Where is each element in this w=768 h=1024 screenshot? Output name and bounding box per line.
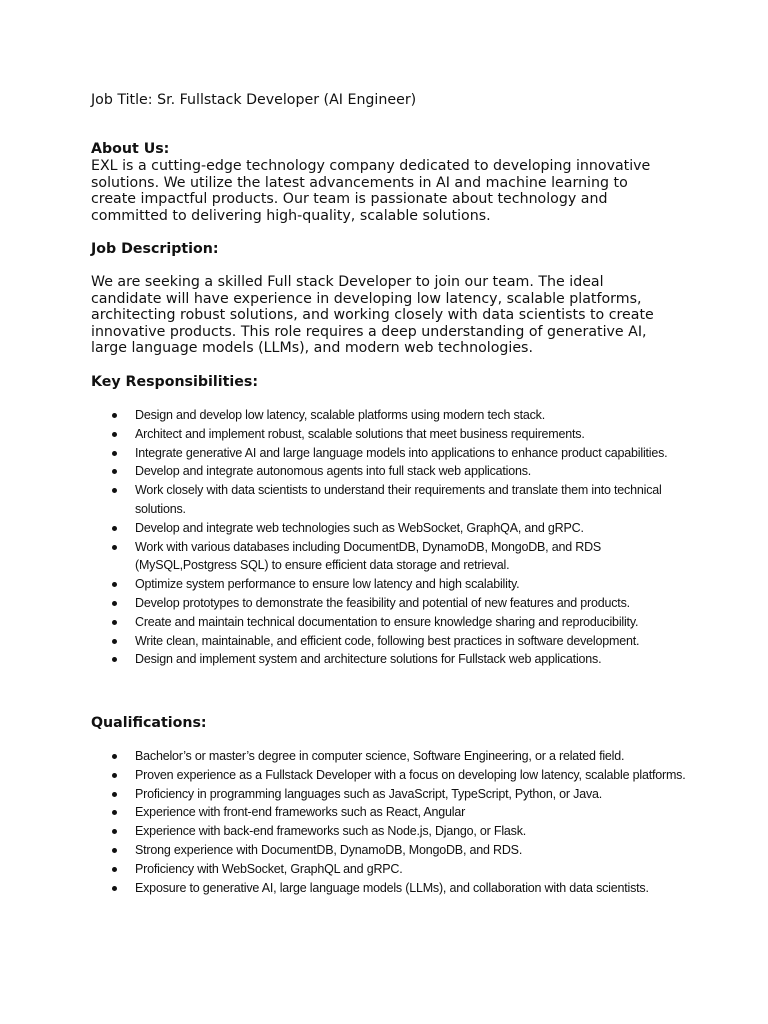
list-item: Proficiency with WebSocket, GraphQL and gRPC. bbox=[91, 860, 691, 879]
job-description-heading: Job Description: bbox=[91, 241, 219, 257]
responsibilities-list bbox=[91, 406, 691, 669]
list-item: Optimize system performance to ensure low latency and high scalability. bbox=[91, 575, 691, 594]
about-paragraph: EXL is a cutting-edge technology company dedicated to developing innovative solutions. We utilize the latest advancements in AI and machine learning to create impactful products. Our team is passionate about technology and committed to delivering high-quality, scalable solutions. bbox=[91, 158, 651, 224]
job-title: Job Title: Sr. Fullstack Developer (AI Engineer) bbox=[91, 92, 417, 108]
list-item: Design and implement system and architecture solutions for Fullstack web applications. bbox=[91, 650, 691, 669]
list-item: Proven experience as a Fullstack Developer with a focus on developing low latency, scalable platforms. bbox=[91, 766, 691, 785]
list-item: Write clean, maintainable, and efficient code, following best practices in software development. bbox=[91, 632, 691, 651]
qualifications-list bbox=[91, 747, 691, 897]
responsibilities-heading: Key Responsibilities: bbox=[91, 374, 258, 390]
about-heading: About Us: bbox=[91, 141, 170, 157]
list-item: Exposure to generative AI, large language models (LLMs), and collaboration with data scientists. bbox=[91, 879, 691, 898]
list-item: Strong experience with DocumentDB, DynamoDB, MongoDB, and RDS. bbox=[91, 841, 691, 860]
list-item: Bachelor’s or master’s degree in computer science, Software Engineering, or a related field. bbox=[91, 747, 691, 766]
list-item: Work closely with data scientists to understand their requirements and translate them into technical solutions. bbox=[91, 481, 691, 519]
list-item: Develop and integrate web technologies such as WebSocket, GraphQA, and gRPC. bbox=[91, 519, 691, 538]
list-item: Work with various databases including DocumentDB, DynamoDB, MongoDB, and RDS (MySQL,Postgress SQL) to ensure efficient data storage and retrieval. bbox=[91, 538, 691, 576]
job-description-paragraph: We are seeking a skilled Full stack Developer to join our team. The ideal candidate will have experience in developing low latency, scalable platforms, architecting robust solutions, and working closely with data scientists to create innovative products. This role requires a deep understanding of generative AI, large language models (LLMs), and modern web technologies. bbox=[91, 274, 654, 357]
qualifications-heading: Qualifications: bbox=[91, 715, 207, 731]
list-item: Proficiency in programming languages such as JavaScript, TypeScript, Python, or Java. bbox=[91, 785, 691, 804]
list-item: Develop prototypes to demonstrate the feasibility and potential of new features and products. bbox=[91, 594, 691, 613]
list-item: Integrate generative AI and large language models into applications to enhance product capabilities. bbox=[91, 444, 691, 463]
list-item: Design and develop low latency, scalable platforms using modern tech stack. bbox=[91, 406, 691, 425]
list-item: Experience with back-end frameworks such as Node.js, Django, or Flask. bbox=[91, 822, 691, 841]
list-item: Experience with front-end frameworks such as React, Angular bbox=[91, 803, 691, 822]
list-item: Architect and implement robust, scalable solutions that meet business requirements. bbox=[91, 425, 691, 444]
list-item: Create and maintain technical documentation to ensure knowledge sharing and reproducibility. bbox=[91, 613, 691, 632]
list-item: Develop and integrate autonomous agents into full stack web applications. bbox=[91, 462, 691, 481]
